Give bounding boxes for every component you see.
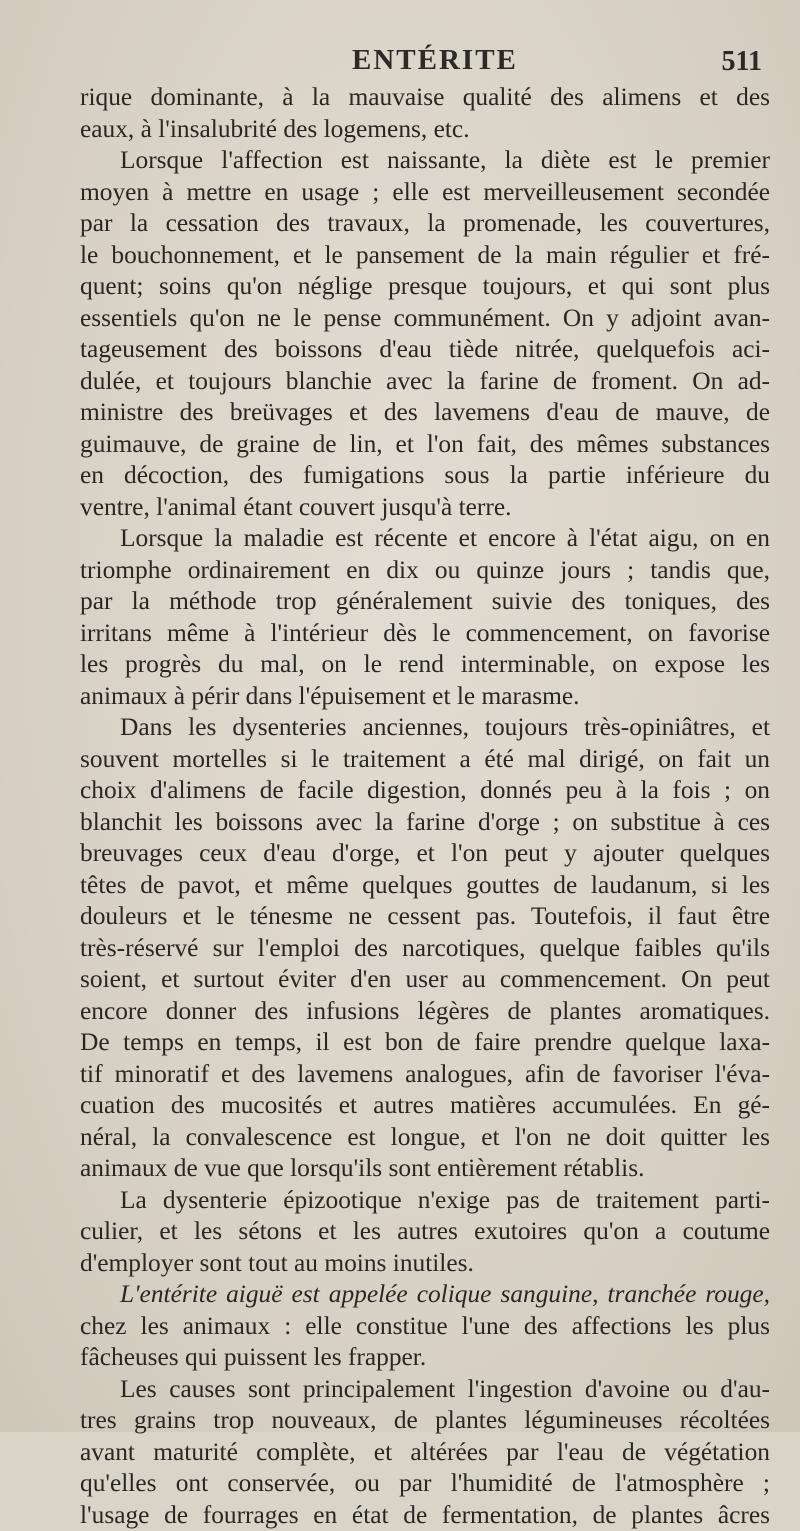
- text-line: animaux à périr dans l'épuisement et le marasme.: [80, 681, 770, 713]
- text-line: souvent mortelles si le traitement a été mal dirigé, on fait un: [80, 744, 770, 776]
- text-line: guimauve, de graine de lin, et l'on fait, des mêmes substances: [80, 429, 770, 461]
- text-line: en décoction, des fumigations sous la partie inférieure du: [80, 460, 770, 492]
- text-line: encore donner des infusions légères de plantes aromatiques.: [80, 996, 770, 1028]
- paragraph: [80, 145, 770, 523]
- text-line: essentiels qu'on ne le pense communément. On y adjoint avan-: [80, 303, 770, 335]
- text-line: dulée, et toujours blanchie avec la farine de froment. On ad-: [80, 366, 770, 398]
- text-line: irritans même à l'intérieur dès le commencement, on favorise: [80, 618, 770, 650]
- text-line: ventre, l'animal étant couvert jusqu'à terre.: [80, 492, 770, 524]
- text-line: très-réservé sur l'emploi des narcotiques, quelque faibles qu'ils: [80, 933, 770, 965]
- text-line: têtes de pavot, et même quelques gouttes de laudanum, si les: [80, 870, 770, 902]
- text-line: d'employer sont tout au moins inutiles.: [80, 1248, 770, 1280]
- text-line: les progrès du mal, on le rend interminable, on expose les: [80, 649, 770, 681]
- text-line: tif minoratif et des lavemens analogues, afin de favoriser l'éva-: [80, 1059, 770, 1091]
- paragraph: [80, 82, 770, 145]
- text-line: par la cessation des travaux, la promenade, les couvertures,: [80, 208, 770, 240]
- text-line: cuation des mucosités et autres matières accumulées. En gé-: [80, 1090, 770, 1122]
- text-line: soient, et surtout éviter d'en user au commencement. On peut: [80, 964, 770, 996]
- text-line: animaux de vue que lorsqu'ils sont entièrement rétablis.: [80, 1153, 770, 1185]
- text-line: ministre des breüvages et des lavemens d'eau de mauve, de: [80, 397, 770, 429]
- text-line: Lorsque l'affection est naissante, la diète est le premier: [80, 145, 770, 177]
- text-line: eaux, à l'insalubrité des logemens, etc.: [80, 114, 770, 146]
- text-line: La dysenterie épizootique n'exige pas de traitement parti-: [80, 1185, 770, 1217]
- text-line: Les causes sont principalement l'ingestion d'avoine ou d'au-: [80, 1374, 770, 1406]
- text-line: Dans les dysenteries anciennes, toujours très-opiniâtres, et: [80, 712, 770, 744]
- text-line: qu'elles ont conservée, ou par l'humidité de l'atmosphère ;: [80, 1468, 770, 1500]
- text-line: quent; soins qu'on néglige presque toujours, et qui sont plus: [80, 271, 770, 303]
- text-line: choix d'alimens de facile digestion, donnés peu à la fois ; on: [80, 775, 770, 807]
- paragraph: [80, 523, 770, 712]
- text-line: tres grains trop nouveaux, de plantes légumineuses récoltées: [80, 1405, 770, 1437]
- paragraph: [80, 712, 770, 1185]
- body-text: [80, 82, 770, 1531]
- text-line: néral, la convalescence est longue, et l'on ne doit quitter les: [80, 1122, 770, 1154]
- text-line: De temps en temps, il est bon de faire prendre quelque laxa-: [80, 1027, 770, 1059]
- paragraph: [80, 1374, 770, 1531]
- text-line: breuvages ceux d'eau d'orge, et l'on peut y ajouter quelques: [80, 838, 770, 870]
- text-line: chez les animaux : elle constitue l'une des affections les plus: [80, 1311, 770, 1343]
- paragraph: [80, 1185, 770, 1280]
- text-line: blanchit les boissons avec la farine d'orge ; on substitue à ces: [80, 807, 770, 839]
- text-line: L'entérite aiguë est appelée colique sanguine, tranchée rouge,: [80, 1279, 770, 1311]
- text-line: rique dominante, à la mauvaise qualité des alimens et des: [80, 82, 770, 114]
- text-line: le bouchonnement, et le pansement de la main régulier et fré-: [80, 240, 770, 272]
- text-line: douleurs et le ténesme ne cessent pas. Toutefois, il faut être: [80, 901, 770, 933]
- text-line: culier, et les sétons et les autres exutoires qu'on a coutume: [80, 1216, 770, 1248]
- text-line: l'usage de fourrages en état de fermentation, de plantes âcres: [80, 1500, 770, 1531]
- paragraph: [80, 1279, 770, 1374]
- text-line: Lorsque la maladie est récente et encore à l'état aigu, on en: [80, 523, 770, 555]
- page-header: [80, 44, 772, 84]
- page-number: 511: [722, 46, 762, 78]
- running-title: ENTÉRITE: [352, 44, 518, 77]
- text-line: triomphe ordinairement en dix ou quinze jours ; tandis que,: [80, 555, 770, 587]
- text-line: fâcheuses qui puissent les frapper.: [80, 1342, 770, 1374]
- text-line: avant maturité complète, et altérées par l'eau de végétation: [80, 1437, 770, 1469]
- text-line: moyen à mettre en usage ; elle est merveilleusement secondée: [80, 177, 770, 209]
- text-line: tageusement des boissons d'eau tiède nitrée, quelquefois aci-: [80, 334, 770, 366]
- text-line: par la méthode trop généralement suivie des toniques, des: [80, 586, 770, 618]
